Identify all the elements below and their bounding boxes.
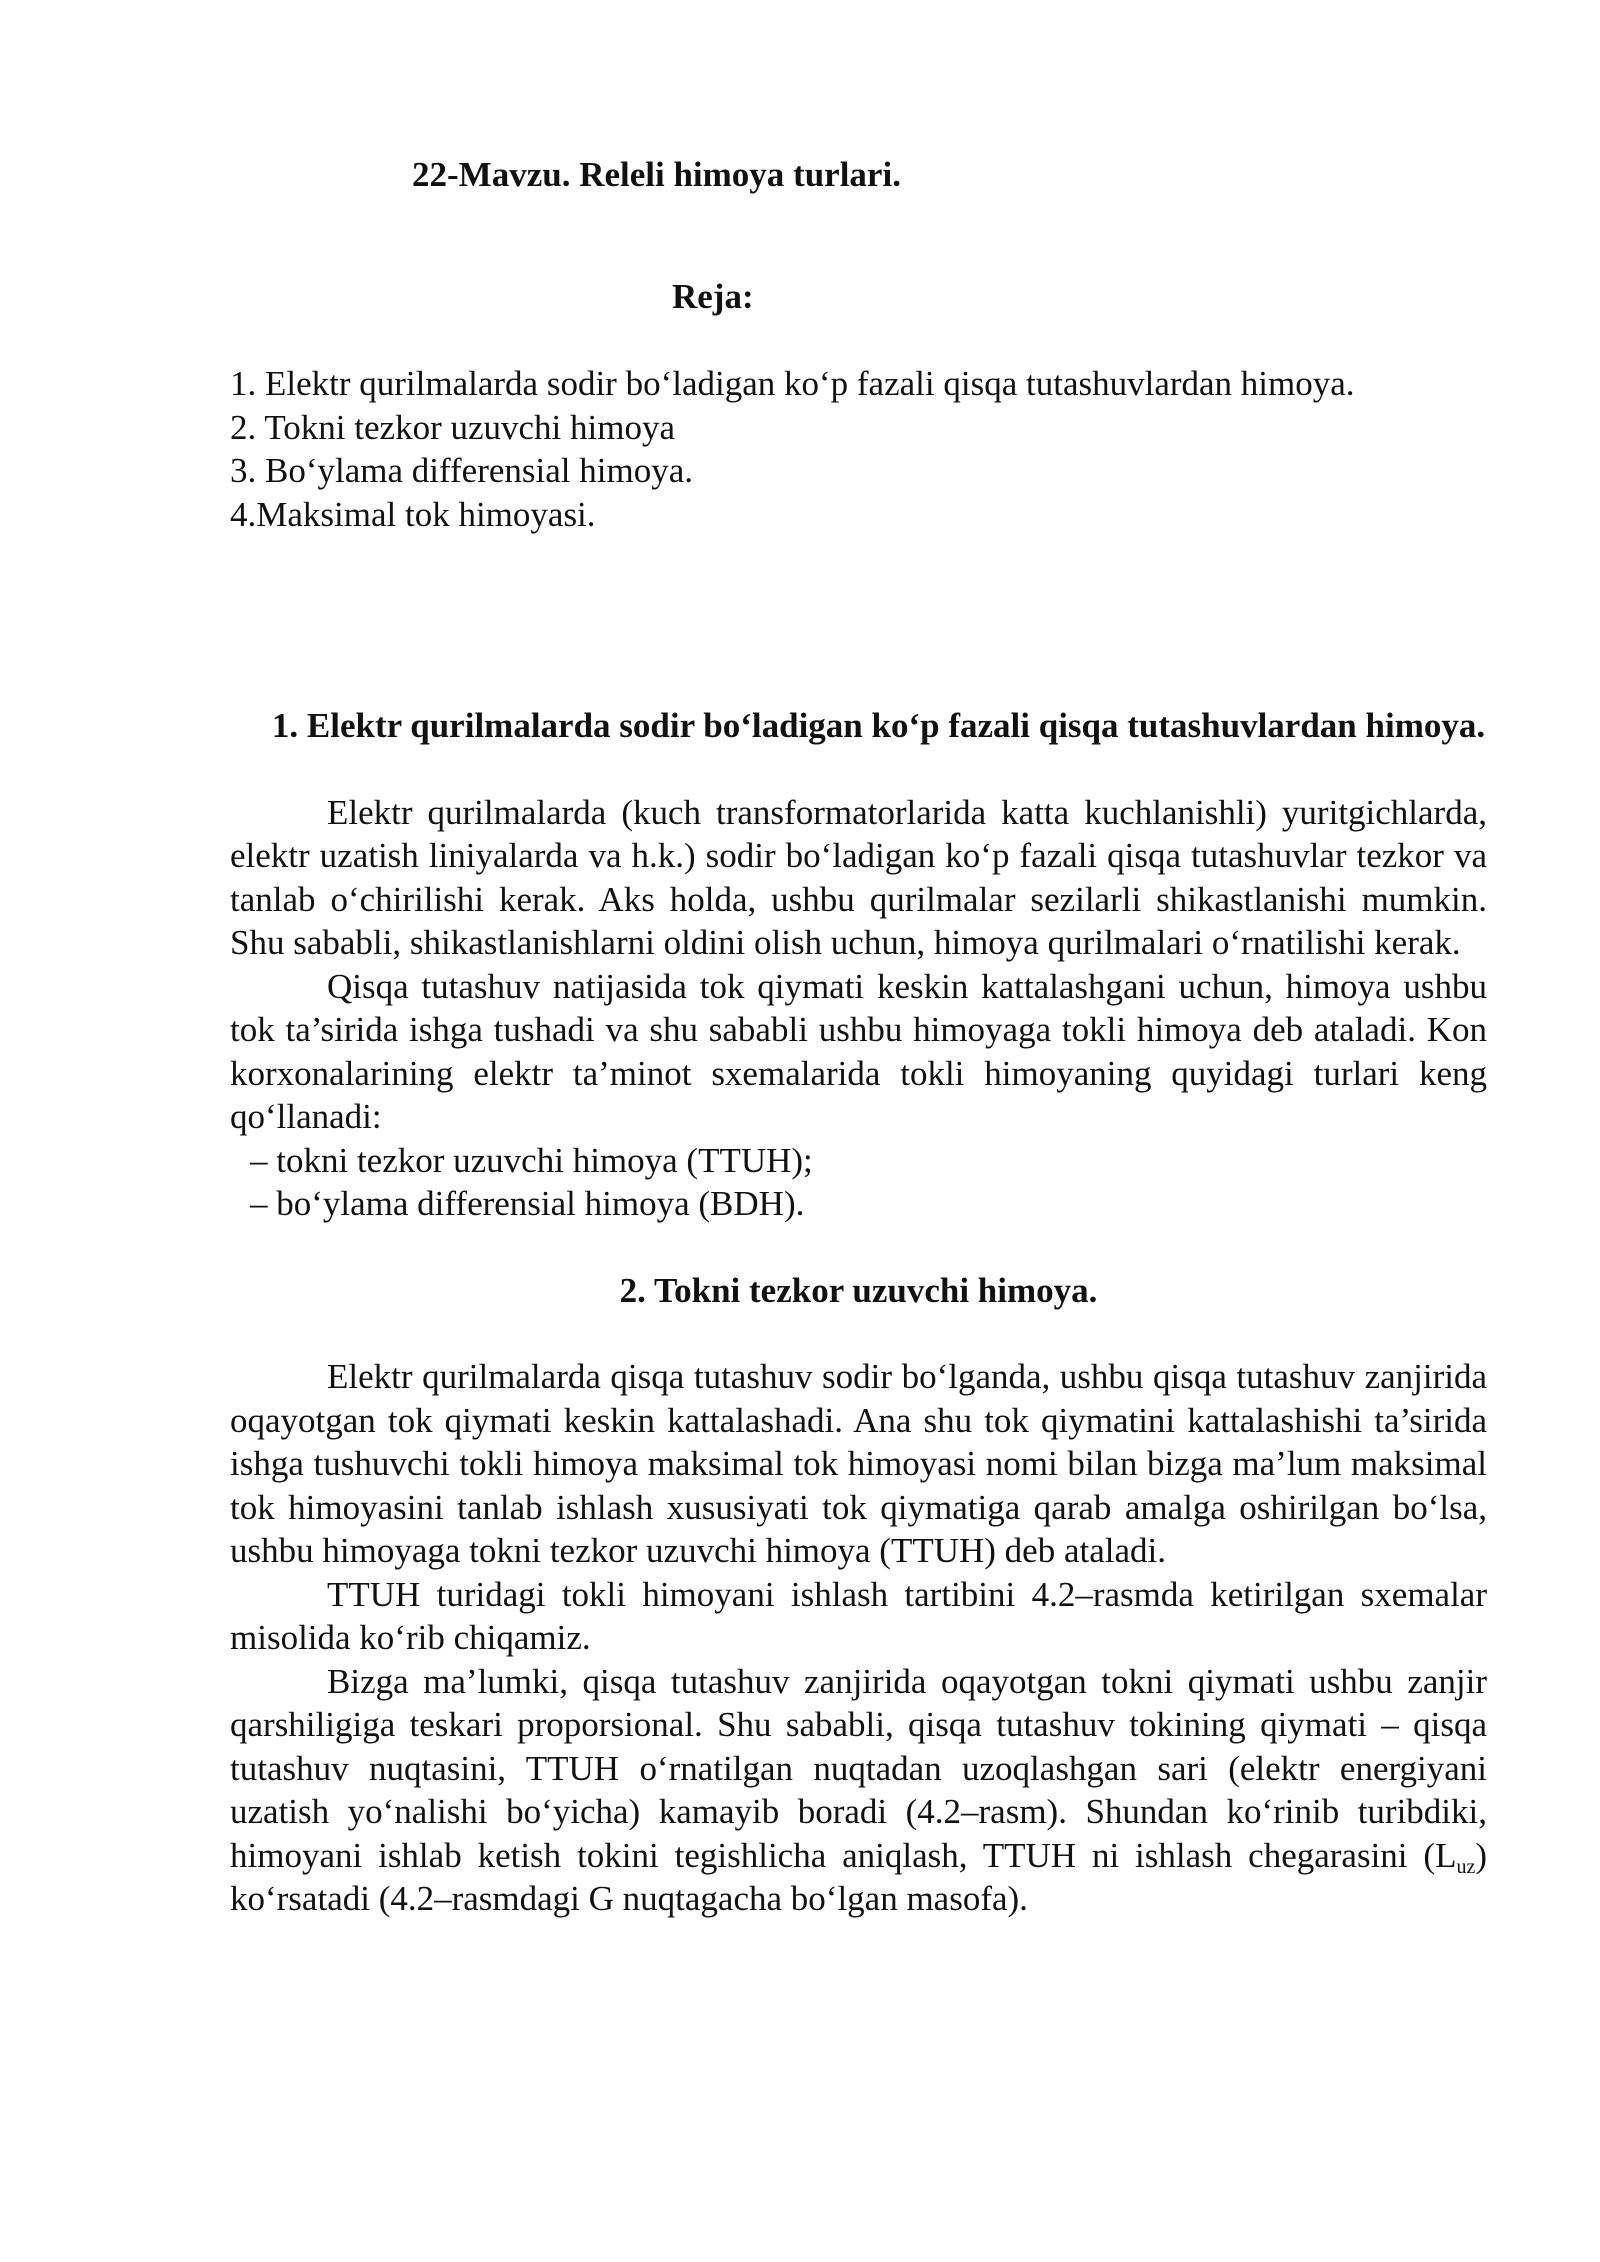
- section-2-paragraph-1: Elektr qurilmalarda qisqa tutashuv sodir bo‘lganda, ushbu qisqa tutashuv zanjirida oqayotgan tok qiymati keskin kattalashadi. Ana shu tok qiymatini kattalashishi ta’sirida ishga tushuvchi tokli himoya maksimal tok himoyasi nomi bilan bizga ma’lum maksimal tok himoyasini tanlab ishlash xususiyati tok qiymatiga qarab amalga oshirilgan bo‘lsa, ushbu himoyaga tokni tezkor uzuvchi himoya (TTUH) deb ataladi.: [230, 1357, 1487, 1570]
- section-1-heading: 1. Elektr qurilmalarda sodir bo‘ladigan ko‘p fazali qisqa tutashuvlardan himoya.: [271, 706, 1486, 745]
- plan-item: 4.Maksimal tok himoyasi.: [230, 494, 596, 534]
- list-item-ttuh: – tokni tezkor uzuvchi himoya (TTUH);: [250, 1140, 813, 1180]
- plan-item: 1. Elektr qurilmalarda sodir bo‘ladigan ko‘p fazali qisqa tutashuvlardan himoya.: [230, 364, 1355, 403]
- page-title: 22-Mavzu. Releli himoya turlari.: [412, 155, 901, 194]
- subscript-uz: uz: [1456, 1855, 1476, 1878]
- section-2-paragraph-3: [230, 1660, 1487, 1921]
- section-2-heading: 2. Tokni tezkor uzuvchi himoya.: [619, 1270, 1098, 1310]
- paragraph-text: ) ko‘rsatadi (4.2–rasmdagi G nuqtagacha bo‘lgan masofa).: [230, 1835, 1487, 1918]
- paragraph-text: Bizga ma’lumki, qisqa tutashuv zanjirida oqayotgan tokni qiymati ushbu zanjir qarshiligiga teskari proporsional. Shu sababli, qisqa tutashuv tokining qiymati – qisqa tutashuv nuqtasini, TTUH o‘rnatilgan nuqtadan uzoqlashgan sari (elektr energiyani uzatish yo‘nalishi bo‘yicha) kamayib boradi (4.2–rasm). Shundan ko‘rinib turibdiki, himoyani ishlab ketish tokini tegishlicha aniqlash, TTUH ni ishlash chegarasini (L: [230, 1661, 1487, 1875]
- section-1-paragraph-2: Qisqa tutashuv natijasida tok qiymati keskin kattalashgani uchun, himoya ushbu tok ta’sirida ishga tushadi va shu sababli ushbu himoyaga tokli himoya deb ataladi. Kon korxonalarining elektr ta’minot sxemalarida tokli himoyaning quyidagi turlari keng qo‘llanadi:: [230, 966, 1487, 1136]
- plan-list: [230, 362, 1530, 536]
- section-2-paragraph-2: TTUH turidagi tokli himoyani ishlash tartibini 4.2–rasmda ketirilgan sxemalar misolida ko‘rib chiqamiz.: [230, 1574, 1487, 1657]
- plan-heading: Reja:: [672, 277, 754, 316]
- list-item-bdh: – bo‘ylama differensial himoya (BDH).: [250, 1184, 805, 1223]
- plan-item: 2. Tokni tezkor uzuvchi himoya: [230, 407, 676, 447]
- plan-item: 3. Bo‘ylama differensial himoya.: [230, 451, 693, 490]
- document-body: [230, 704, 1487, 1921]
- section-1-paragraph-1: Elektr qurilmalarda (kuch transformatorlarida katta kuchlanishli) yuritgichlarda, elektr uzatish liniyalarda va h.k.) sodir bo‘ladigan ko‘p fazali qisqa tutashuvlar tezkor va tanlab o‘chirilishi kerak. Aks holda, ushbu qurilmalar sezilarli shikastlanishi mumkin. Shu sababli, shikastlanishlarni oldini olish uchun, himoya qurilmalari o‘rnatilishi kerak.: [230, 792, 1487, 962]
